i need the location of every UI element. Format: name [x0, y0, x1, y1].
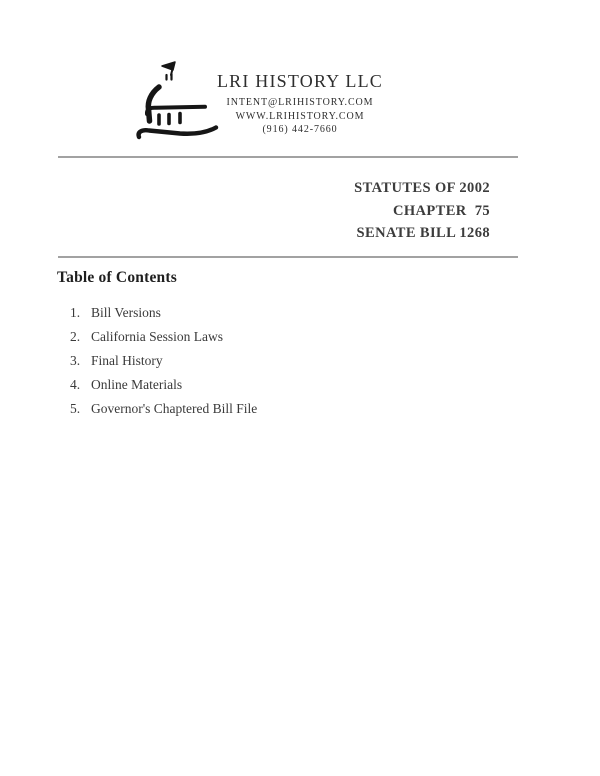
toc-item-label: California Session Laws	[91, 329, 223, 344]
org-name: LRI HISTORY LLC	[216, 71, 383, 91]
toc-item-chaptered-bill-file	[70, 397, 257, 421]
statute-year-line: STATUTES OF 2002	[354, 180, 490, 196]
toc-item-number: 3.	[70, 353, 81, 368]
toc-item-bill-versions	[70, 301, 257, 325]
statute-bill-line: SENATE BILL 1268	[356, 225, 490, 241]
statute-block	[354, 177, 490, 245]
toc-item-online-materials	[70, 373, 257, 397]
divider-bottom-rule	[58, 256, 518, 258]
toc-item-label: Bill Versions	[91, 305, 161, 320]
toc-item-session-laws	[70, 325, 257, 349]
toc-item-label: Online Materials	[91, 377, 183, 392]
toc-item-final-history	[70, 349, 257, 373]
org-website: WWW.LRIHISTORY.COM	[235, 111, 365, 122]
toc-item-number: 2.	[70, 329, 81, 344]
divider-top-rule	[58, 156, 518, 158]
toc-item-number: 5.	[70, 401, 81, 416]
toc-item-number: 4.	[70, 377, 81, 392]
toc-title: Table of Contents	[57, 269, 177, 286]
toc-item-number: 1.	[70, 305, 81, 320]
statute-chapter-line: CHAPTER 75	[392, 202, 490, 219]
toc-item-label: Final History	[91, 353, 163, 368]
org-phone: (916) 442-7660	[262, 124, 338, 135]
toc-list	[70, 301, 257, 421]
org-email: INTENT@LRIHISTORY.COM	[226, 97, 374, 108]
toc-item-label: Governor's Chaptered Bill File	[91, 401, 258, 416]
